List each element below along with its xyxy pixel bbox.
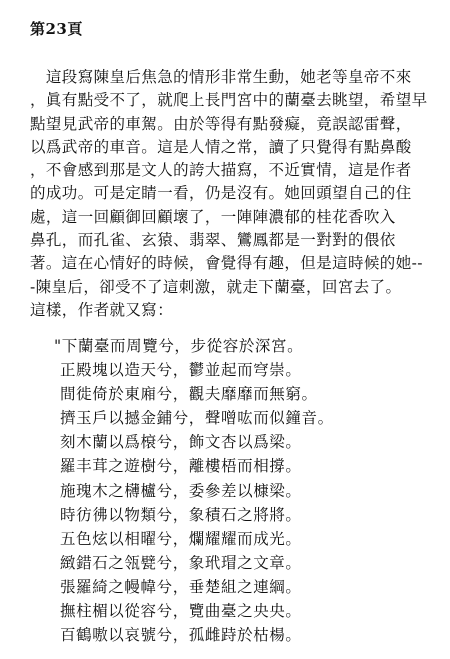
poem-line: 施瑰木之欂櫨兮，委參差以槺梁。	[60, 481, 302, 500]
prose-line: 處，這一回顧御回顧壞了，一陣陣濃郁的桂花香吹入	[30, 207, 396, 226]
prose-line: ，不會感到那是文人的誇大描寫，不近實情，這是作者	[30, 161, 412, 180]
prose-paragraph	[30, 66, 430, 322]
prose-line: 這樣，作者就又寫：	[30, 300, 174, 319]
prose-line: 的成功。可是定睛一看，仍是沒有。她回頭望自己的住	[30, 184, 412, 203]
quoted-poem	[30, 334, 430, 647]
poem-line: 間徙倚於東廂兮，觀夫靡靡而無窮。	[60, 385, 318, 404]
prose-line: 這段寫陳皇后焦急的情形非常生動，她老等皇帝不來	[30, 68, 412, 86]
poem-line: 張羅綺之幔幃兮，垂楚組之連綱。	[60, 577, 302, 596]
prose-line: 點望見武帝的車駕。由於等得有點發癡，竟誤認雷聲，	[30, 114, 412, 133]
poem-line: 撫柱楣以從容兮，覽曲臺之央央。	[60, 602, 302, 621]
poem-line: "下蘭臺而周覽兮，步從容於深宮。	[54, 337, 304, 355]
poem-line: 時彷彿以物類兮，象積石之將將。	[60, 505, 302, 524]
poem-line: 擠玉戶以撼金鋪兮，聲噌吰而似鐘音。	[60, 409, 334, 428]
prose-line: 鼻孔，而孔雀、玄猿、翡翠、鸞鳳都是一對對的偎依	[30, 231, 396, 250]
prose-line: -陳皇后，卻受不了這刺激，就走下蘭臺，回宮去了。	[30, 277, 402, 296]
prose-line: 以爲武帝的車音。這是人情之常，讀了只覺得有點鼻酸	[30, 137, 412, 156]
poem-line: 百鶴嗷以哀號兮，孤雌跱於枯楊。	[60, 626, 302, 645]
poem-line: 緻錯石之瓴甓兮，象玳瑁之文章。	[60, 553, 302, 572]
poem-line: 五色炫以相曜兮，爛耀耀而成光。	[60, 529, 302, 548]
page-number-label: 第23頁	[30, 20, 83, 38]
prose-line: 著。這在心情好的時候，會覺得有趣，但是這時候的她--	[30, 254, 423, 273]
poem-line: 刻木蘭以爲榱兮，飾文杏以爲梁。	[60, 433, 302, 452]
poem-line: 正殿塊以造天兮，鬱並起而穹崇。	[60, 361, 302, 380]
poem-line: 羅丰茸之遊樹兮，離樓梧而相撐。	[60, 457, 302, 476]
prose-line: ，眞有點受不了，就爬上長門宮中的蘭臺去眺望，希望早	[30, 91, 428, 110]
